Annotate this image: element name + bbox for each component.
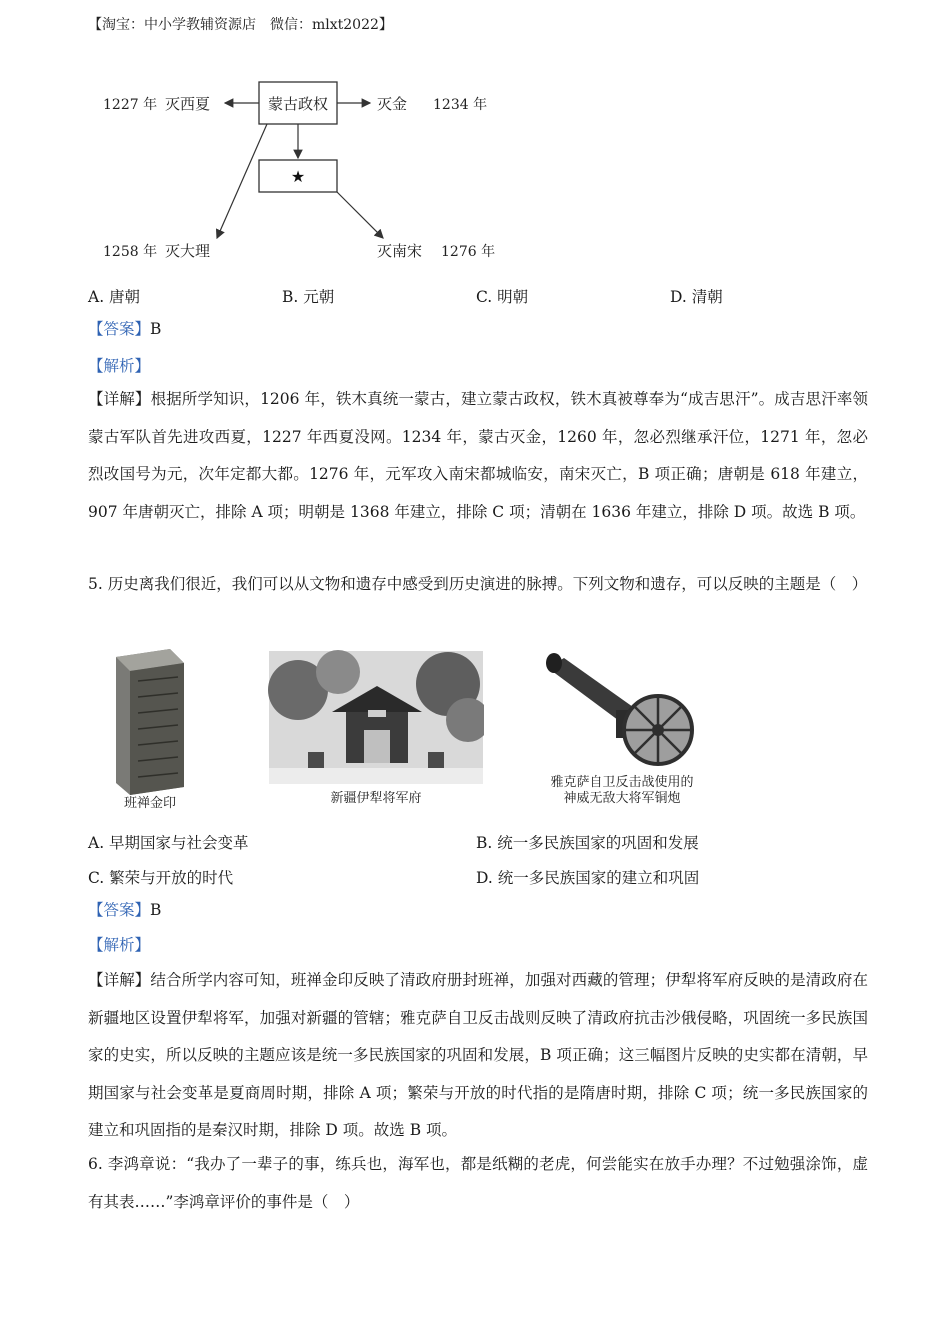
q5-answer [88, 892, 161, 929]
right-top-event: 灭金 [377, 95, 408, 113]
left-bottom-year: 1258 年 [103, 244, 158, 260]
q4-option-b: B. 元朝 [282, 288, 335, 306]
star-symbol: ★ [290, 167, 306, 186]
ili-general-mansion-image [268, 650, 484, 810]
q4-detail [88, 381, 868, 531]
seal-caption: 班禅金印 [123, 796, 177, 811]
answer-value: B [150, 901, 162, 919]
left-bottom-event: 灭大理 [165, 242, 211, 260]
page-header: 【淘宝：中小学教辅资源店 微信：mlxt2022】 [88, 17, 393, 33]
answer-label: 【答案】 [88, 320, 151, 338]
q4-option-d: D. 清朝 [670, 288, 723, 306]
detail-text: 结合所学内容可知，班禅金印反映了清政府册封班禅，加强对西藏的管理；伊犁将军府反映的是清政府在新疆地区设置伊犁将军，加强对新疆的管辖；雅克萨自卫反击战则反映了清政府抗击沙俄侵略，巩固统一多民族国家的史实，所以反映的主题应该是统一多民族国家的巩固和发展，B 项正确；这三幅图片反映的史实都在清朝，早期国家与社会变革是夏商周时期，排除 A 项；繁荣与开放的时代指的是隋唐时期，排除 C 项；统一多民族国家的建立和巩固指的是秦汉时期，排除 D 项。故选 B 项。 [88, 971, 868, 1139]
q5-option-b: B. 统一多民族国家的巩固和发展 [476, 834, 699, 852]
q4-answer [88, 311, 161, 348]
golden-seal-image [108, 645, 198, 815]
q4-option-c: C. 明朝 [476, 288, 529, 306]
q6-stem: 6. 李鸿章说：“我办了一辈子的事，练兵也，海军也，都是纸糊的老虎，何尝能实在放手办理？不过勉强涂饰，虚有其表……”李鸿章评价的事件是（ ） [88, 1155, 868, 1211]
q5-analysis-label: 【解析】 [88, 936, 151, 954]
q5-option-c: C. 繁荣与开放的时代 [88, 869, 234, 887]
q5-stem: 5. 历史离我们很近，我们可以从文物和遗存中感受到历史演进的脉搏。下列文物和遗存，可以反映的主题是（ ） [88, 575, 868, 593]
right-bottom-event: 灭南宋 [377, 242, 423, 260]
mongol-conquest-diagram [95, 70, 515, 275]
right-bottom-year: 1276 年 [441, 244, 496, 260]
answer-label: 【答案】 [88, 901, 151, 919]
answer-value: B [150, 320, 162, 338]
left-top-event: 灭西夏 [165, 95, 211, 113]
q5-option-a: A. 早期国家与社会变革 [88, 834, 249, 852]
center-label: 蒙古政权 [267, 95, 329, 113]
q5-option-d: D. 统一多民族国家的建立和巩固 [476, 869, 700, 887]
left-top-year: 1227 年 [103, 97, 158, 113]
q5-detail [88, 962, 868, 1150]
right-top-year: 1234 年 [433, 97, 488, 113]
q4-analysis-label: 【解析】 [88, 357, 151, 375]
detail-text: 根据所学知识，1206 年，铁木真统一蒙古，建立蒙古政权，铁木真被尊奉为“成吉思汗”。成吉思汗率领蒙古军队首先进攻西夏，1227 年西夏没网。1234 年，蒙古灭金，1260 年，忽必烈继承汗位，1271 年，忽必烈改国号为元，次年定都大都。1276 年，元军攻入南宋都城临安，南宋灭亡，B 项正确；唐朝是 618 年建立，907 年唐朝灭亡，排除 A 项；明朝是 1368 年建立，排除 C 项；清朝在 1636 年建立，排除 D 项。故选 B 项。 [88, 390, 868, 521]
q4-option-a: A. 唐朝 [88, 288, 141, 306]
detail-label: 【详解】 [88, 390, 151, 408]
cannon-caption-line1: 雅克萨自卫反击战使用的 [550, 775, 694, 790]
detail-label: 【详解】 [88, 971, 151, 989]
cannon-caption-line2: 神威无敌大将军铜炮 [563, 791, 681, 806]
bronze-cannon-image [530, 650, 716, 810]
arrow-bottom-right [337, 192, 383, 238]
mansion-caption: 新疆伊犁将军府 [330, 791, 422, 806]
